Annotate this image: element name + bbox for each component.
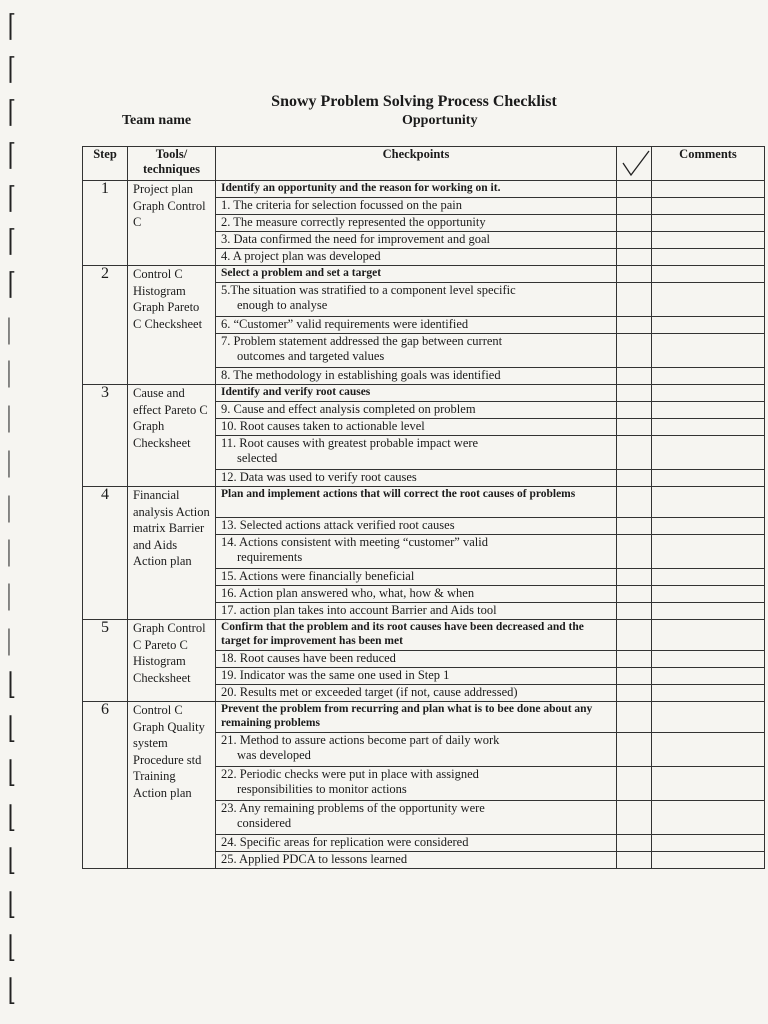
check-cell[interactable] (617, 767, 652, 801)
tools-header: Tools/ techniques (128, 147, 216, 181)
checkpoint (216, 283, 617, 317)
check-cell[interactable] (617, 852, 652, 869)
tools-cell: Cause and effect Pareto C Graph Checksheet (128, 385, 216, 487)
tools-cell: Project plan Graph Control C (128, 181, 216, 266)
checkpoint: 16. Action plan answered who, what, how & when (216, 586, 617, 603)
margin-mark: | (6, 534, 12, 567)
comment-cell[interactable] (652, 368, 765, 385)
checkmark-icon (620, 149, 652, 179)
team-name-label: Team name (122, 113, 192, 128)
checkpoint-line: outcomes and targeted values (237, 349, 385, 363)
step-number: 1 (83, 181, 128, 266)
check-cell[interactable] (617, 436, 652, 470)
checkpoint-line: 7. Problem statement addressed the gap between current (221, 334, 503, 348)
check-cell[interactable] (617, 402, 652, 419)
table-row (83, 620, 765, 651)
check-cell[interactable] (617, 470, 652, 487)
margin-mark: | (6, 400, 12, 433)
check-cell[interactable] (617, 603, 652, 620)
checkpoint: 12. Data was used to verify root causes (216, 470, 617, 487)
comment-cell[interactable] (652, 569, 765, 586)
comment-cell[interactable] (652, 334, 765, 368)
checkpoint: 17. action plan takes into account Barrier and Aids tool (216, 603, 617, 620)
step-goal: Confirm that the problem and its root causes have been decreased and the target for improvement has been met (216, 620, 617, 651)
margin-mark: ⌈ (7, 96, 16, 129)
check-cell[interactable] (617, 620, 652, 651)
margin-mark: ⌈ (7, 53, 16, 86)
comment-cell[interactable] (652, 685, 765, 702)
checkpoint-line: selected (237, 451, 278, 465)
checkpoint-line: 5.The situation was stratified to a component level specific (221, 283, 516, 297)
comment-cell[interactable] (652, 249, 765, 266)
checkpoint: 18. Root causes have been reduced (216, 651, 617, 668)
check-cell[interactable] (617, 266, 652, 283)
comment-cell[interactable] (652, 198, 765, 215)
margin-mark: | (6, 578, 12, 611)
comment-cell[interactable] (652, 436, 765, 470)
step-goal: Select a problem and set a target (216, 266, 617, 283)
checkpoints-header: Checkpoints (216, 147, 617, 181)
comment-cell[interactable] (652, 402, 765, 419)
check-cell[interactable] (617, 586, 652, 603)
margin-mark: | (6, 623, 12, 656)
comment-cell[interactable] (652, 385, 765, 402)
checkpoint: 24. Specific areas for replication were considered (216, 835, 617, 852)
checkpoint-line: 21. Method to assure actions become part of daily work (221, 733, 500, 747)
check-cell[interactable] (617, 249, 652, 266)
table-row (83, 181, 765, 198)
table-row (83, 487, 765, 518)
check-cell[interactable] (617, 535, 652, 569)
checkpoint: 6. “Customer” valid requirements were identified (216, 317, 617, 334)
check-cell[interactable] (617, 801, 652, 835)
comment-cell[interactable] (652, 801, 765, 835)
check-cell[interactable] (617, 181, 652, 198)
checkpoint: 13. Selected actions attack verified root causes (216, 518, 617, 535)
checkpoint-line: 14. Actions consistent with meeting “customer” valid (221, 535, 488, 549)
checkpoint: 20. Results met or exceeded target (if not, cause addressed) (216, 685, 617, 702)
check-cell[interactable] (617, 385, 652, 402)
checkpoint-line: 23. Any remaining problems of the opportunity were (221, 801, 485, 815)
comment-cell[interactable] (652, 668, 765, 685)
checkpoint-line: enough to analyse (237, 298, 328, 312)
comment-cell[interactable] (652, 586, 765, 603)
checkpoint (216, 733, 617, 767)
comment-cell[interactable] (652, 518, 765, 535)
comment-cell[interactable] (652, 487, 765, 518)
step-goal: Identify and verify root causes (216, 385, 617, 402)
margin-mark: | (6, 312, 12, 345)
comment-cell[interactable] (652, 283, 765, 317)
comments-header: Comments (652, 147, 765, 181)
check-cell[interactable] (617, 569, 652, 586)
margin-mark: ⌊ (7, 801, 16, 834)
comment-cell[interactable] (652, 181, 765, 198)
checkpoint-line: considered (237, 816, 292, 830)
comment-cell[interactable] (652, 651, 765, 668)
tools-cell: Control C Graph Quality system Procedure std Training Action plan (128, 702, 216, 869)
check-cell[interactable] (617, 733, 652, 767)
comment-cell[interactable] (652, 620, 765, 651)
check-cell[interactable] (617, 651, 652, 668)
comment-cell[interactable] (652, 603, 765, 620)
margin-mark: ⌊ (7, 844, 16, 877)
check-cell[interactable] (617, 835, 652, 852)
comment-cell[interactable] (652, 733, 765, 767)
table-row (83, 385, 765, 402)
margin-mark: ⌊ (7, 974, 16, 1007)
check-cell[interactable] (617, 487, 652, 518)
tools-cell: Control C Histogram Graph Pareto C Checksheet (128, 266, 216, 385)
step-number: 2 (83, 266, 128, 385)
checkpoint-line: was developed (237, 748, 311, 762)
margin-mark: ⌊ (7, 668, 16, 701)
comment-cell[interactable] (652, 835, 765, 852)
table-row (83, 702, 765, 733)
check-cell[interactable] (617, 215, 652, 232)
comment-cell[interactable] (652, 702, 765, 733)
comment-cell[interactable] (652, 317, 765, 334)
margin-mark: ⌊ (7, 931, 16, 964)
tools-cell: Financial analysis Action matrix Barrier and Aids Action plan (128, 487, 216, 620)
check-cell[interactable] (617, 334, 652, 368)
margin-mark: ⌊ (7, 712, 16, 745)
checkpoint: 15. Actions were financially beneficial (216, 569, 617, 586)
tools-cell: Graph Control C Pareto C Histogram Checksheet (128, 620, 216, 702)
checkpoint (216, 801, 617, 835)
check-cell[interactable] (617, 368, 652, 385)
margin-mark: ⌈ (7, 139, 16, 172)
checkpoint-line: responsibilities to monitor actions (237, 782, 407, 796)
checkpoint: 25. Applied PDCA to lessons learned (216, 852, 617, 869)
checkpoint: 2. The measure correctly represented the opportunity (216, 215, 617, 232)
comment-cell[interactable] (652, 535, 765, 569)
checkpoint: 9. Cause and effect analysis completed on problem (216, 402, 617, 419)
check-cell[interactable] (617, 518, 652, 535)
margin-mark: ⌈ (7, 182, 16, 215)
check-cell[interactable] (617, 419, 652, 436)
table-row (83, 266, 765, 283)
check-cell[interactable] (617, 283, 652, 317)
margin-mark: | (6, 445, 12, 478)
check-cell[interactable] (617, 702, 652, 733)
document-title: Snowy Problem Solving Process Checklist (271, 93, 557, 110)
checkpoint: 1. The criteria for selection focussed on the pain (216, 198, 617, 215)
margin-mark: ⌊ (7, 756, 16, 789)
margin-mark: ⌈ (7, 10, 16, 43)
checkpoint-line: 22. Periodic checks were put in place with assigned (221, 767, 479, 781)
comment-cell[interactable] (652, 419, 765, 436)
check-cell[interactable] (617, 317, 652, 334)
comment-cell[interactable] (652, 215, 765, 232)
checkpoint: 3. Data confirmed the need for improvement and goal (216, 232, 617, 249)
margin-mark: ⌈ (7, 225, 16, 258)
binder-margin-marks (6, 0, 36, 1024)
checkpoint (216, 436, 617, 470)
checkpoint: 4. A project plan was developed (216, 249, 617, 266)
comment-cell[interactable] (652, 767, 765, 801)
comment-cell[interactable] (652, 852, 765, 869)
checkpoint: 8. The methodology in establishing goals was identified (216, 368, 617, 385)
checkpoint-line: requirements (237, 550, 303, 564)
check-cell[interactable] (617, 198, 652, 215)
step-header: Step (83, 147, 128, 181)
margin-mark: | (6, 355, 12, 388)
margin-mark: ⌈ (7, 268, 16, 301)
header-row (83, 147, 765, 181)
step-goal: Identify an opportunity and the reason for working on it. (216, 181, 617, 198)
checkpoint: 10. Root causes taken to actionable level (216, 419, 617, 436)
step-number: 4 (83, 487, 128, 620)
checkpoint (216, 535, 617, 569)
step-goal: Plan and implement actions that will correct the root causes of problems (216, 487, 617, 518)
checkpoint: 19. Indicator was the same one used in Step 1 (216, 668, 617, 685)
checklist-table (82, 146, 765, 869)
step-goal: Prevent the problem from recurring and plan what is to bee done about any remaining problems (216, 702, 617, 733)
checkpoint (216, 334, 617, 368)
margin-mark: | (6, 490, 12, 523)
comment-cell[interactable] (652, 470, 765, 487)
check-cell[interactable] (617, 685, 652, 702)
check-cell[interactable] (617, 668, 652, 685)
step-number: 3 (83, 385, 128, 487)
checkpoint-line: 11. Root causes with greatest probable impact were (221, 436, 479, 450)
comment-cell[interactable] (652, 266, 765, 283)
comment-cell[interactable] (652, 232, 765, 249)
check-column-header (617, 147, 652, 181)
margin-mark: ⌊ (7, 888, 16, 921)
checkpoint (216, 767, 617, 801)
check-cell[interactable] (617, 232, 652, 249)
step-number: 5 (83, 620, 128, 702)
opportunity-label: Opportunity (402, 113, 478, 128)
step-number: 6 (83, 702, 128, 869)
